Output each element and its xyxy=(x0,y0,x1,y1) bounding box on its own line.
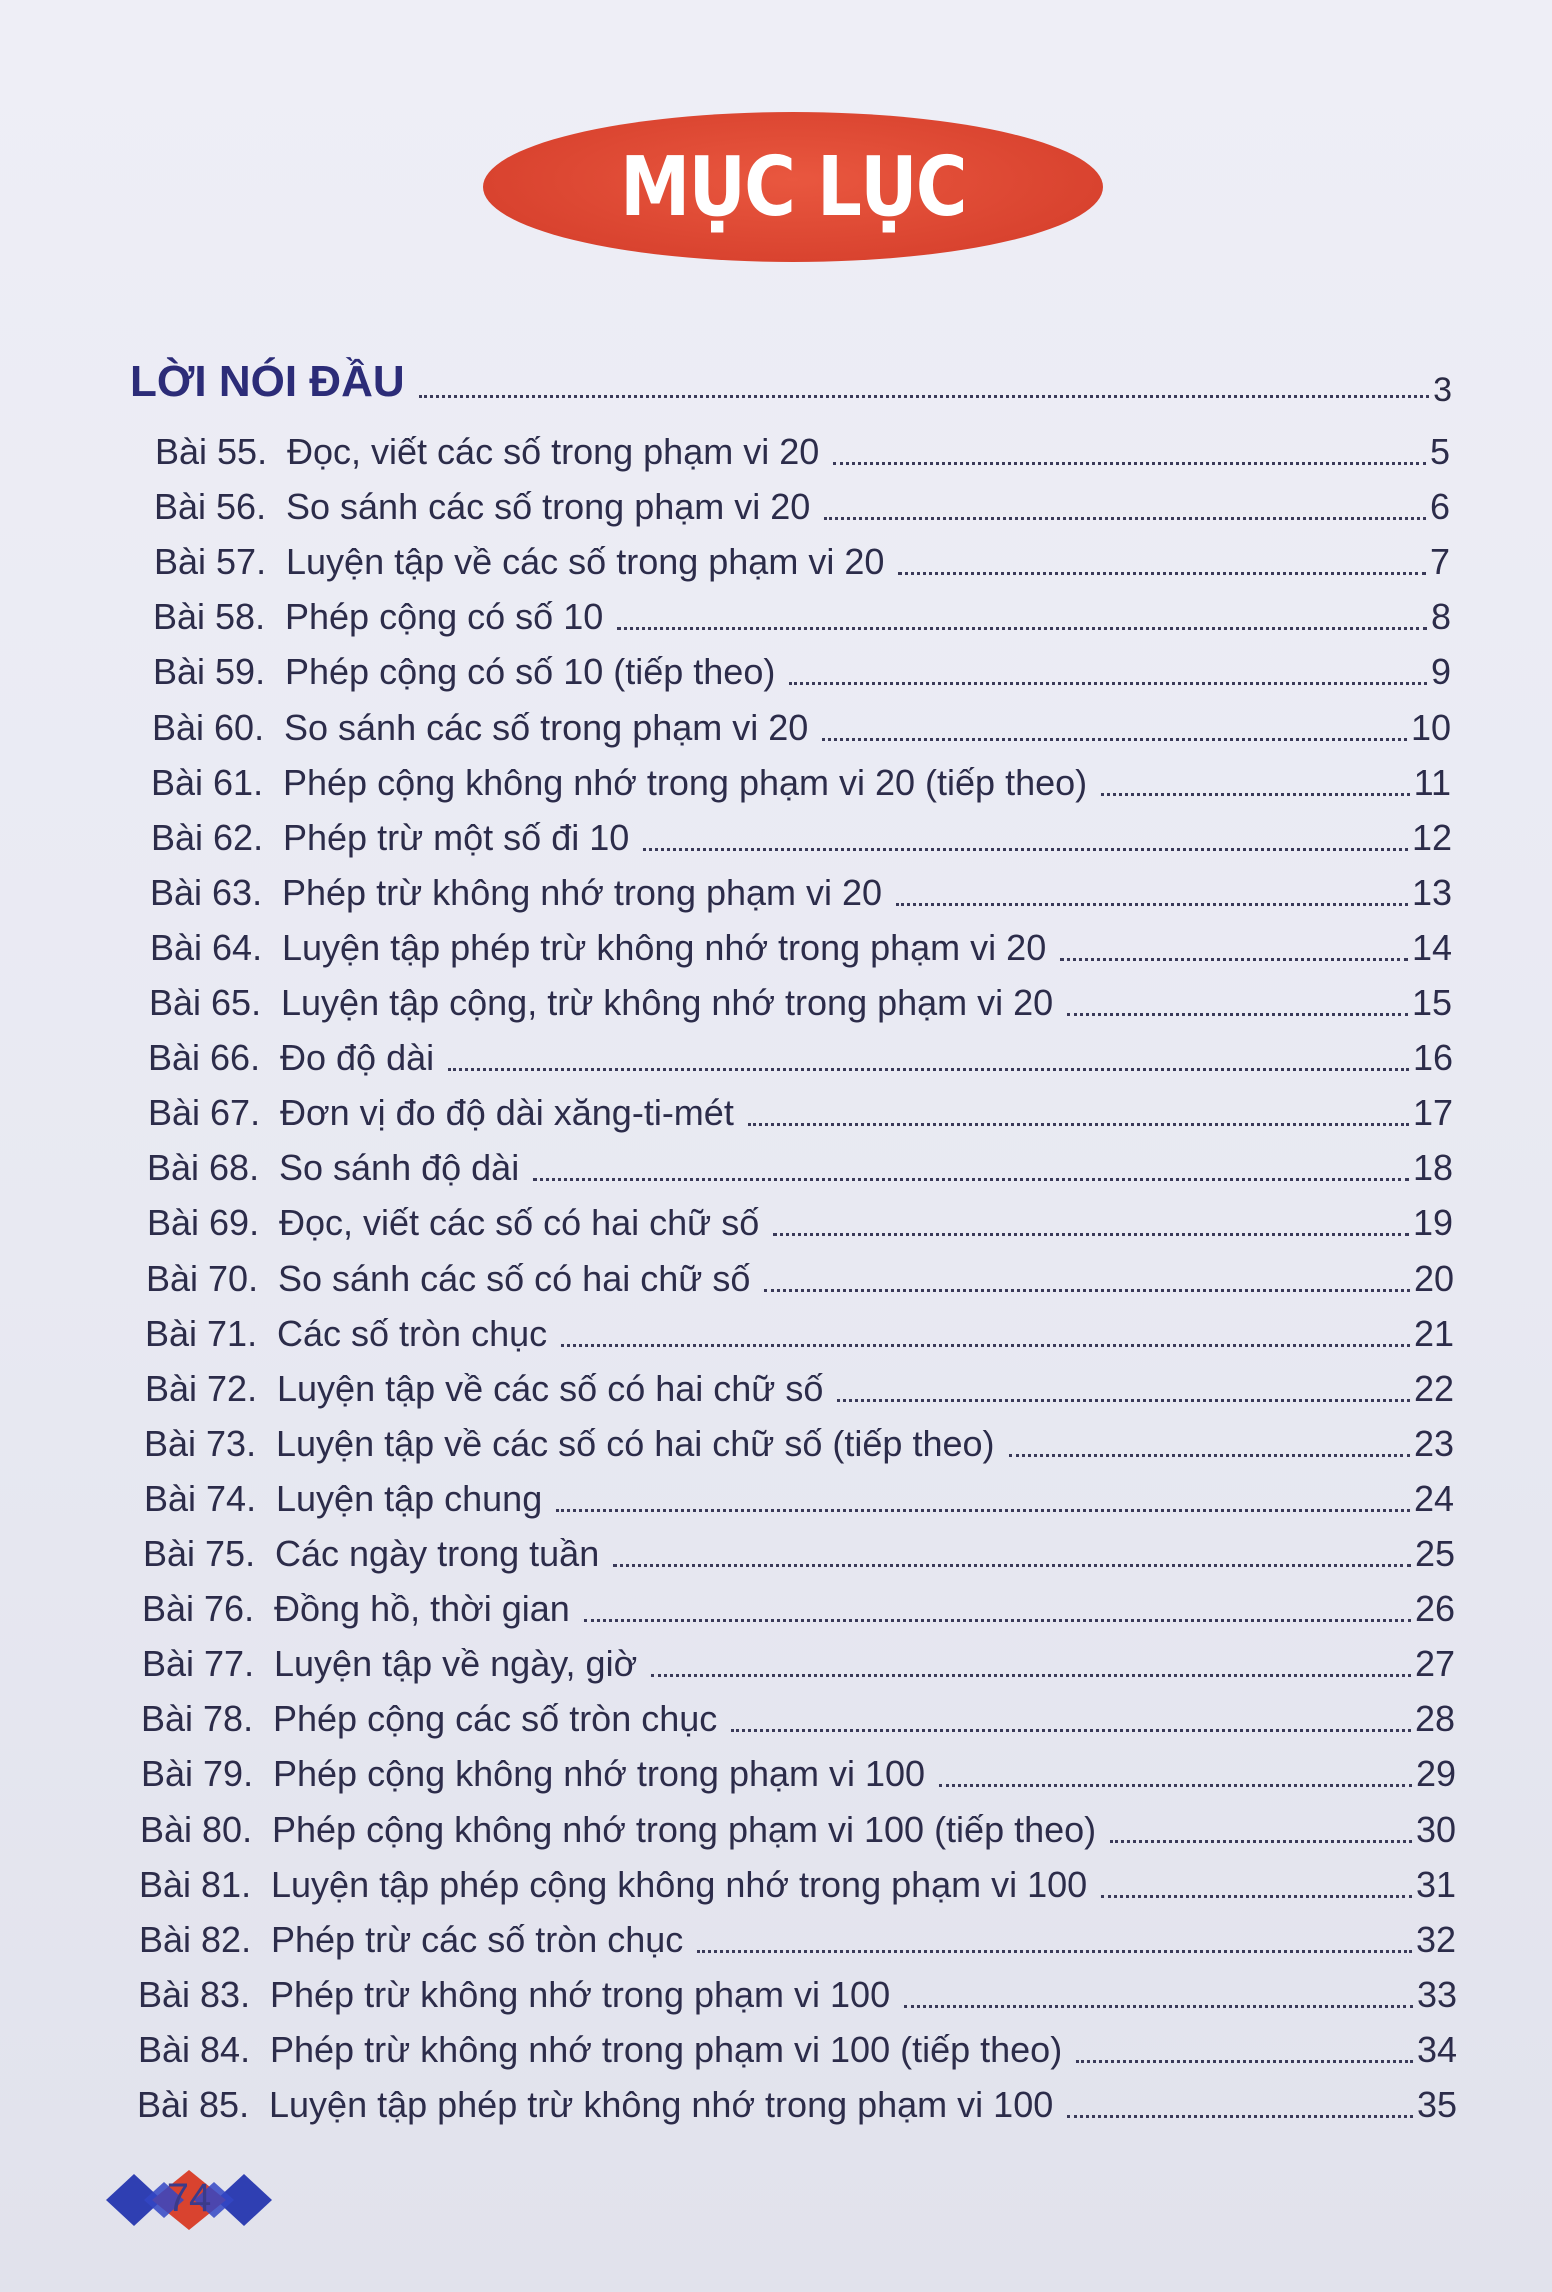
lesson-number: Bài 77. xyxy=(142,1643,255,1685)
dot-leader xyxy=(824,517,1426,520)
lesson-page-number: 20 xyxy=(1413,1257,1454,1299)
lesson-page-number: 11 xyxy=(1413,761,1451,803)
lesson-number: Bài 85. xyxy=(137,2084,250,2125)
toc-entry[interactable] xyxy=(146,1247,1454,1297)
lesson-number: Bài 57. xyxy=(154,541,267,583)
lesson-number: Bài 80. xyxy=(140,1808,253,1850)
dot-leader xyxy=(1060,958,1408,961)
lesson-title: Luyện tập phép trừ không nhớ trong phạm vi 100 xyxy=(269,2084,1054,2125)
lesson-number: Bài 64. xyxy=(150,926,263,968)
dot-leader xyxy=(643,848,1408,851)
lesson-title: Phép cộng không nhớ trong phạm vi 100 xyxy=(273,1753,926,1795)
lesson-page-number: 17 xyxy=(1412,1092,1453,1134)
lesson-number: Bài 76. xyxy=(142,1588,255,1630)
lesson-page-number: 15 xyxy=(1411,982,1452,1023)
lesson-page-number: 25 xyxy=(1414,1533,1455,1574)
lesson-title: So sánh độ dài xyxy=(279,1147,520,1189)
toc-entry[interactable] xyxy=(142,1632,1455,1685)
lesson-title: Phép trừ không nhớ trong phạm vi 20 xyxy=(282,871,883,913)
lesson-title: Phép trừ không nhớ trong phạm vi 100 xyxy=(270,1973,891,2015)
toc-entry[interactable] xyxy=(138,1963,1457,2013)
lesson-title: Đọc, viết các số có hai chữ số xyxy=(279,1202,760,1244)
lesson-page-number: 19 xyxy=(1412,1202,1453,1244)
lesson-title: Phép trừ không nhớ trong phạm vi 100 (tiếp theo) xyxy=(270,2028,1063,2070)
lesson-number: Bài 83. xyxy=(138,1973,251,2015)
lesson-page-number: 31 xyxy=(1415,1863,1456,1905)
lesson-number: Bài 58. xyxy=(153,596,266,638)
lesson-page-number: 13 xyxy=(1411,871,1452,913)
lesson-page-number: 24 xyxy=(1413,1477,1454,1519)
lesson-title: Luyện tập về các số trong phạm vi 20 xyxy=(286,541,885,583)
lesson-title: Luyện tập cộng, trừ không nhớ trong phạm vi 20 xyxy=(281,982,1054,1023)
dot-leader xyxy=(764,1289,1410,1292)
toc-entry[interactable] xyxy=(150,861,1452,911)
lesson-page-number: 12 xyxy=(1411,816,1452,858)
toc-entry[interactable] xyxy=(147,1136,1453,1189)
lesson-number: Bài 60. xyxy=(152,706,265,748)
dot-leader xyxy=(651,1674,1411,1677)
toc-entry[interactable] xyxy=(147,1191,1453,1244)
lesson-page-number: 7 xyxy=(1429,541,1450,583)
lesson-title: Phép trừ các số tròn chục xyxy=(271,1918,684,1960)
toc-entry[interactable] xyxy=(148,1081,1453,1134)
dot-leader xyxy=(896,903,1408,906)
lesson-title: Luyện tập về các số có hai chữ số xyxy=(277,1367,824,1409)
lesson-number: Bài 59. xyxy=(153,651,266,693)
lesson-title: Các số tròn chục xyxy=(277,1312,548,1354)
page-title: MỤC LỤC xyxy=(620,139,966,235)
lesson-number: Bài 70. xyxy=(146,1257,259,1299)
dot-leader xyxy=(1067,2115,1413,2118)
dot-leader xyxy=(1076,2060,1413,2063)
lesson-title: Đọc, viết các số trong phạm vi 20 xyxy=(287,431,820,472)
lesson-page-number: 33 xyxy=(1416,1973,1457,2015)
toc-entry[interactable] xyxy=(155,420,1450,470)
lesson-title: Luyện tập chung xyxy=(276,1477,543,1519)
lesson-page-number: 23 xyxy=(1413,1422,1454,1464)
toc-entry[interactable] xyxy=(141,1742,1456,1795)
toc-entry[interactable] xyxy=(137,2073,1457,2123)
lesson-number: Bài 84. xyxy=(138,2028,251,2070)
toc-entry[interactable] xyxy=(144,1467,1454,1517)
lesson-page-number: 16 xyxy=(1412,1037,1453,1079)
lesson-title: Phép cộng có số 10 xyxy=(285,596,604,638)
toc-entry[interactable] xyxy=(153,640,1451,693)
dot-leader xyxy=(419,395,1429,398)
lesson-title: So sánh các số trong phạm vi 20 xyxy=(286,486,811,528)
dot-leader xyxy=(584,1619,1411,1622)
lesson-title: Luyện tập về ngày, giờ xyxy=(274,1643,638,1685)
toc-entry[interactable] xyxy=(153,585,1451,638)
toc-entry[interactable] xyxy=(143,1522,1455,1572)
lesson-number: Bài 65. xyxy=(149,982,262,1023)
lesson-page-number: 18 xyxy=(1412,1147,1453,1189)
lesson-title: Luyện tập phép cộng không nhớ trong phạm vi 100 xyxy=(271,1863,1088,1905)
lesson-title: Phép cộng không nhớ trong phạm vi 100 (tiếp theo) xyxy=(272,1808,1097,1850)
lesson-number: Bài 81. xyxy=(139,1863,252,1905)
toc-intro-row[interactable] xyxy=(130,348,1452,409)
toc-entry[interactable] xyxy=(140,1798,1456,1848)
toc-entry[interactable] xyxy=(142,1577,1455,1630)
toc-entry[interactable] xyxy=(154,475,1450,528)
toc-entry[interactable] xyxy=(149,971,1452,1021)
lesson-title: So sánh các số có hai chữ số xyxy=(278,1257,751,1299)
dot-leader xyxy=(556,1509,1410,1512)
dot-leader xyxy=(789,682,1427,685)
lesson-title: Luyện tập phép trừ không nhớ trong phạm vi 20 xyxy=(282,926,1047,968)
dot-leader xyxy=(617,627,1427,630)
lesson-page-number: 34 xyxy=(1416,2028,1457,2070)
dot-leader xyxy=(939,1784,1412,1787)
lesson-title: Phép cộng có số 10 (tiếp theo) xyxy=(285,651,776,693)
lesson-number: Bài 62. xyxy=(151,816,264,858)
lesson-number: Bài 74. xyxy=(144,1477,257,1519)
lesson-number: Bài 79. xyxy=(141,1753,254,1795)
dot-leader xyxy=(1067,1013,1408,1016)
toc-entry[interactable] xyxy=(151,751,1451,801)
intro-label: LỜI NÓI ĐẦU xyxy=(130,357,405,406)
lesson-page-number: 22 xyxy=(1413,1367,1454,1409)
dot-leader xyxy=(748,1123,1409,1126)
dot-leader xyxy=(697,1950,1412,1953)
lesson-number: Bài 68. xyxy=(147,1147,260,1189)
lesson-number: Bài 73. xyxy=(144,1422,257,1464)
dot-leader xyxy=(837,1399,1410,1402)
dot-leader xyxy=(1110,1840,1412,1843)
lesson-title: Phép trừ một số đi 10 xyxy=(283,816,630,858)
lesson-page-number: 32 xyxy=(1415,1918,1456,1960)
lesson-number: Bài 72. xyxy=(145,1367,258,1409)
dot-leader xyxy=(1101,793,1409,796)
title-banner xyxy=(483,112,1103,262)
dot-leader xyxy=(833,462,1426,465)
lesson-number: Bài 78. xyxy=(141,1698,254,1740)
dot-leader xyxy=(773,1233,1409,1236)
toc-entry[interactable] xyxy=(152,696,1451,746)
toc-entry[interactable] xyxy=(139,1908,1456,1958)
lesson-number: Bài 75. xyxy=(143,1533,256,1574)
dot-leader xyxy=(613,1564,1411,1567)
lesson-number: Bài 71. xyxy=(145,1312,258,1354)
dot-leader xyxy=(1101,1895,1412,1898)
toc-entry[interactable] xyxy=(139,1853,1456,1903)
lesson-page-number: 29 xyxy=(1415,1753,1456,1795)
dot-leader xyxy=(448,1068,1409,1071)
toc-entry[interactable] xyxy=(148,1026,1453,1079)
dot-leader xyxy=(1009,1454,1410,1457)
lesson-title: Đo độ dài xyxy=(280,1037,435,1079)
page-number: 74 xyxy=(166,2176,212,2220)
lesson-title: So sánh các số trong phạm vi 20 xyxy=(284,706,809,748)
toc-entry[interactable] xyxy=(138,2018,1457,2068)
toc-entry[interactable] xyxy=(145,1357,1454,1407)
toc-entry[interactable] xyxy=(150,916,1452,966)
dot-leader xyxy=(533,1178,1409,1181)
dot-leader xyxy=(731,1729,1411,1732)
dot-leader xyxy=(904,2005,1413,2008)
lesson-page-number: 21 xyxy=(1413,1312,1454,1354)
lesson-number: Bài 55. xyxy=(155,431,268,472)
toc-entry[interactable] xyxy=(151,806,1452,856)
page-number-badge xyxy=(104,2168,274,2232)
lesson-page-number: 30 xyxy=(1415,1808,1456,1850)
toc-entry[interactable] xyxy=(154,530,1450,583)
lesson-number: Bài 61. xyxy=(151,761,264,803)
lesson-page-number: 8 xyxy=(1430,596,1451,638)
lesson-page-number: 14 xyxy=(1411,926,1452,968)
lesson-title: Đơn vị đo độ dài xăng-ti-mét xyxy=(280,1092,734,1134)
lesson-page-number: 10 xyxy=(1410,706,1451,748)
lesson-page-number: 28 xyxy=(1414,1698,1455,1740)
lesson-number: Bài 63. xyxy=(150,871,263,913)
lesson-title: Đồng hồ, thời gian xyxy=(274,1588,570,1630)
lesson-page-number: 26 xyxy=(1414,1588,1455,1630)
lesson-title: Phép cộng các số tròn chục xyxy=(273,1698,718,1740)
lesson-page-number: 27 xyxy=(1414,1643,1455,1685)
lesson-number: Bài 82. xyxy=(139,1918,252,1960)
toc-entry[interactable] xyxy=(144,1412,1454,1462)
toc-entry[interactable] xyxy=(145,1302,1454,1352)
lesson-number: Bài 69. xyxy=(147,1202,260,1244)
lesson-number: Bài 56. xyxy=(154,486,267,528)
lesson-page-number: 35 xyxy=(1416,2084,1457,2125)
lesson-number: Bài 67. xyxy=(148,1092,261,1134)
lesson-title: Các ngày trong tuần xyxy=(275,1533,600,1574)
lesson-title: Luyện tập về các số có hai chữ số (tiếp theo) xyxy=(276,1422,995,1464)
toc-entry[interactable] xyxy=(141,1687,1455,1740)
lesson-page-number: 9 xyxy=(1430,651,1451,693)
lesson-title: Phép cộng không nhớ trong phạm vi 20 (tiếp theo) xyxy=(283,761,1088,803)
lesson-number: Bài 66. xyxy=(148,1037,261,1079)
lesson-page-number: 6 xyxy=(1429,486,1450,528)
dot-leader xyxy=(561,1344,1410,1347)
intro-page-number: 3 xyxy=(1433,371,1452,409)
lesson-page-number: 5 xyxy=(1429,431,1450,472)
dot-leader xyxy=(822,738,1407,741)
dot-leader xyxy=(898,572,1426,575)
